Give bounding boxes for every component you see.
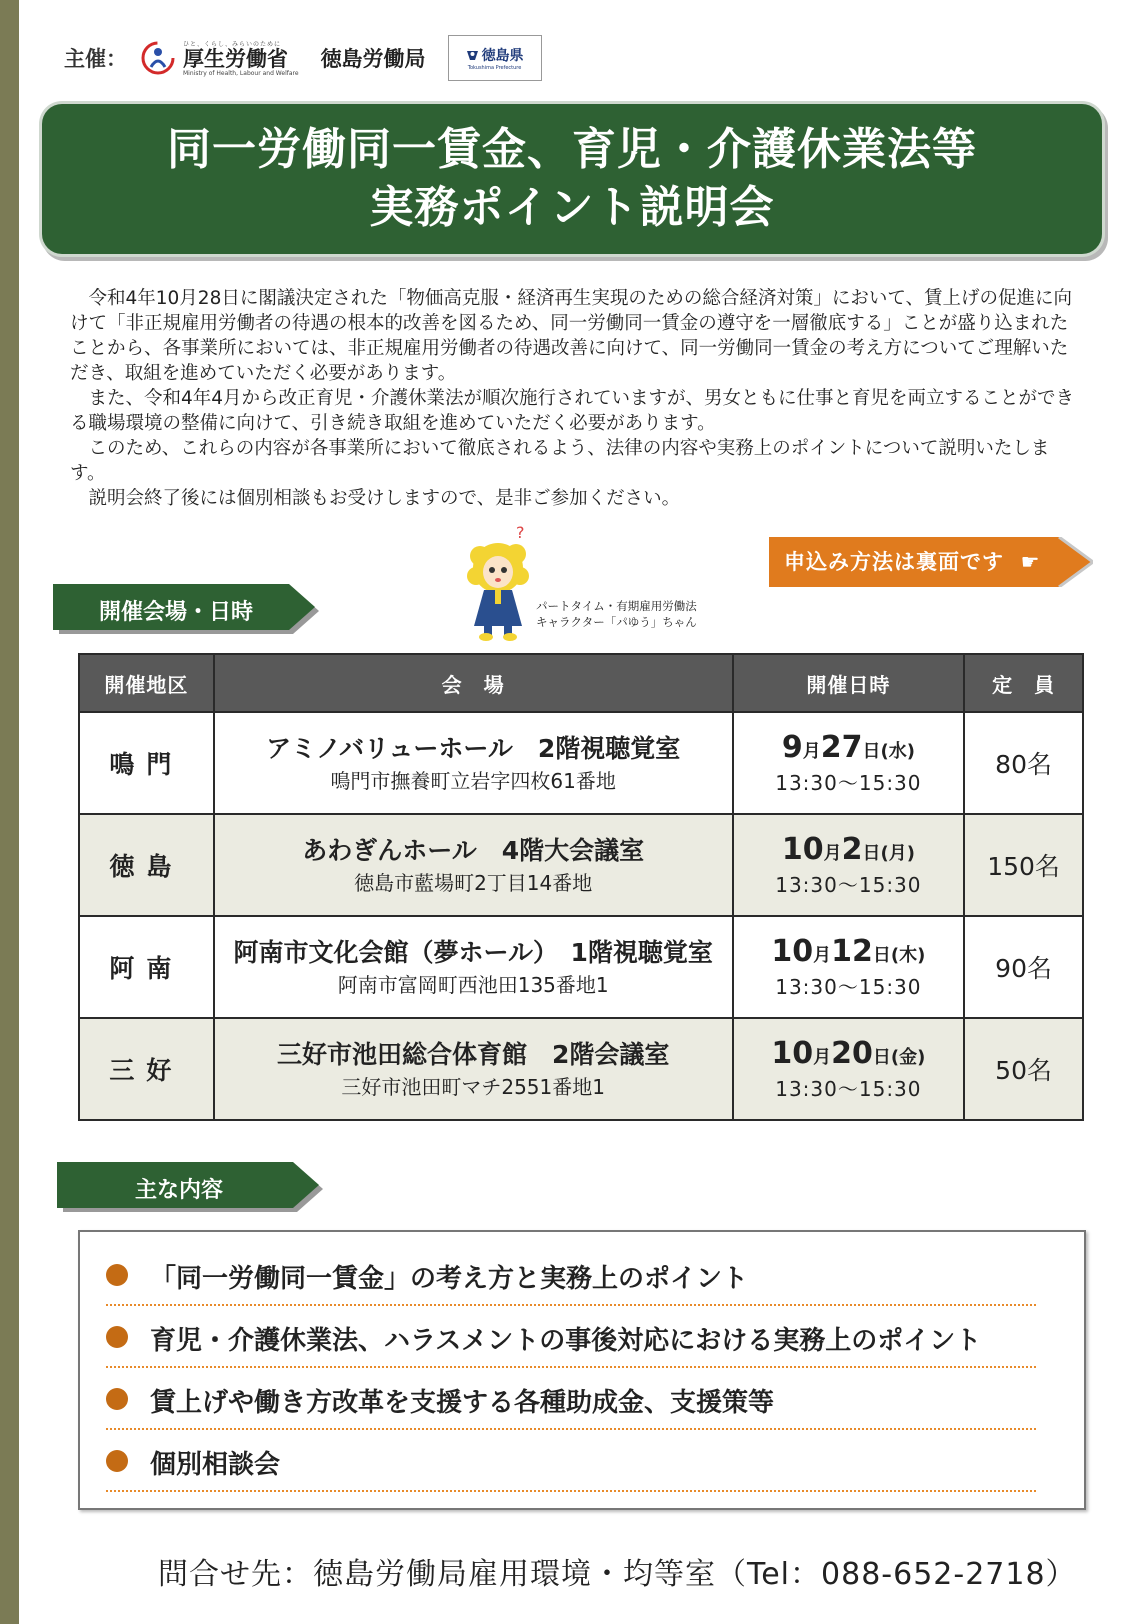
column-header-area: 開催地区 [79,654,214,712]
question-mark: ? [516,524,525,542]
title-line-2: 実務ポイント説明会 [369,182,775,233]
bullet-icon [106,1388,128,1410]
payuu-character-illustration [466,524,546,644]
labour-bureau-name: 徳島労働局 [320,47,426,71]
list-item [106,1244,1036,1306]
content-item-text: 個別相談会 [150,1450,281,1480]
capacity-cell: 90名 [964,916,1083,1018]
mhlw-english-name: Ministry of Health, Labour and Welfare [183,70,299,77]
character-caption [536,598,697,630]
venue-name: 阿南市文化会館（夢ホール） 1階視聴覚室 [233,938,713,967]
contents-section-label: 主な内容 [135,1178,224,1203]
sponsor-header [64,34,542,82]
venue-address: 徳島市藍場町2丁目14番地 [354,871,593,895]
pointing-hand-icon: ☛ [1012,550,1041,574]
venue-schedule-table [78,653,1084,1121]
capacity-cell: 50名 [964,1018,1083,1120]
datetime-cell [733,916,965,1018]
venue-name: あわぎんホール 4階大会議室 [302,836,645,865]
event-time: 13:30～15:30 [775,873,922,897]
contact-info: 問合せ先：徳島労働局雇用環境・均等室（Tel：088-652-2718） [158,1557,1077,1592]
main-contents-box [78,1230,1086,1510]
table-row [79,1018,1083,1120]
capacity-cell: 150名 [964,814,1083,916]
contents-section-header [57,1162,325,1212]
mhlw-name: 厚生労働省 [183,47,288,71]
area-cell: 徳島 [79,814,214,916]
area-cell: 阿南 [79,916,214,1018]
datetime-cell [733,1018,965,1120]
prefecture-logo [448,35,542,81]
mhlw-tagline: ひと、くらし、みらいのために [183,41,282,48]
event-time: 13:30～15:30 [775,1077,922,1101]
venue-cell [214,712,733,814]
bullet-icon [106,1264,128,1286]
event-date: 10月2日(月) [781,832,915,867]
mhlw-logo-icon [141,41,175,75]
table-row [79,814,1083,916]
column-header-venue: 会 場 [214,654,733,712]
content-item-text: 育児・介護休業法、ハラスメントの事後対応における実務上のポイント [150,1326,982,1356]
datetime-cell [733,712,965,814]
event-date: 10月12日(木) [771,934,926,969]
column-header-datetime: 開催日時 [733,654,965,712]
list-item [106,1306,1036,1368]
intro-paragraph: 令和4年10月28日に閣議決定された「物価高克服・経済再生実現のための総合経済対策」において、賃上げの促進に向けて「非正規雇用労働者の待遇の根本的改善を図るため、同一労働同一賃金の遵守を一層徹底する」ことが盛り込まれたことから、各事業所においては、非正規雇用労働者の待遇改善に向けて、同一労働同一賃金の考え方についてご理解いただき、取組を進めていただく必要があります。 [70,288,1072,384]
content-item-text: 「同一労働同一賃金」の考え方と実務上のポイント [150,1264,749,1294]
event-date: 9月27日(水) [781,730,915,765]
venue-section-label: 開催会場・日時 [99,600,254,625]
venue-cell [214,814,733,916]
area-cell: 三好 [79,1018,214,1120]
intro-paragraph: 説明会終了後には個別相談もお受けしますので、是非ご参加ください。 [88,488,681,509]
venue-address: 阿南市富岡町西池田135番地1 [337,973,609,997]
area-cell: 鳴門 [79,712,214,814]
event-date: 10月20日(金) [771,1036,926,1071]
intro-text [70,286,1080,511]
column-header-capacity: 定 員 [964,654,1083,712]
prefecture-english-name: Tokushima Prefecture [467,65,522,71]
sponsor-label: 主催： [64,47,127,71]
venue-cell [214,916,733,1018]
venue-section-header [53,584,321,634]
bullet-icon [106,1326,128,1348]
character-caption-line: キャラクター「パゆう」ちゃん [536,615,697,629]
datetime-cell [733,814,965,916]
event-time: 13:30～15:30 [775,771,922,795]
list-item [106,1430,1036,1492]
mhlw-logo-text [183,39,299,77]
event-time: 13:30～15:30 [775,975,922,999]
apply-method-label: 申込み方法は裏面です ☛ [784,550,1041,574]
list-item [106,1368,1036,1430]
venue-name: 三好市池田総合体育館 2階会議室 [276,1040,670,1069]
venue-address: 鳴門市撫養町立岩字四枚61番地 [330,769,616,793]
title-banner [42,104,1102,254]
intro-paragraph: また、令和4年4月から改正育児・介護休業法が順次施行されていますが、男女ともに仕事と育児を両立することができる職場環境の整備に向けて、引き続き取組を進めていただく必要があります。 [70,388,1075,434]
title-line-1: 同一労働同一賃金、育児・介護休業法等 [167,124,977,175]
venue-name: アミノバリューホール 2階視聴覚室 [266,734,681,763]
content-item-text: 賃上げや働き方改革を支援する各種助成金、支援策等 [150,1388,775,1418]
table-row [79,916,1083,1018]
venue-cell [214,1018,733,1120]
intro-paragraph: このため、これらの内容が各事業所において徹底されるよう、法律の内容や実務上のポイントについて説明いたします。 [70,438,1050,484]
bullet-icon [106,1450,128,1472]
side-accent-bar [0,0,19,1624]
prefecture-emblem-icon [466,49,479,62]
character-caption-line: パートタイム・有期雇用労働法 [536,599,697,613]
prefecture-name: 徳島県 [481,48,524,64]
table-header-row [79,654,1083,712]
venue-address: 三好市池田町マチ2551番地1 [341,1075,605,1099]
table-row [79,712,1083,814]
capacity-cell: 80名 [964,712,1083,814]
